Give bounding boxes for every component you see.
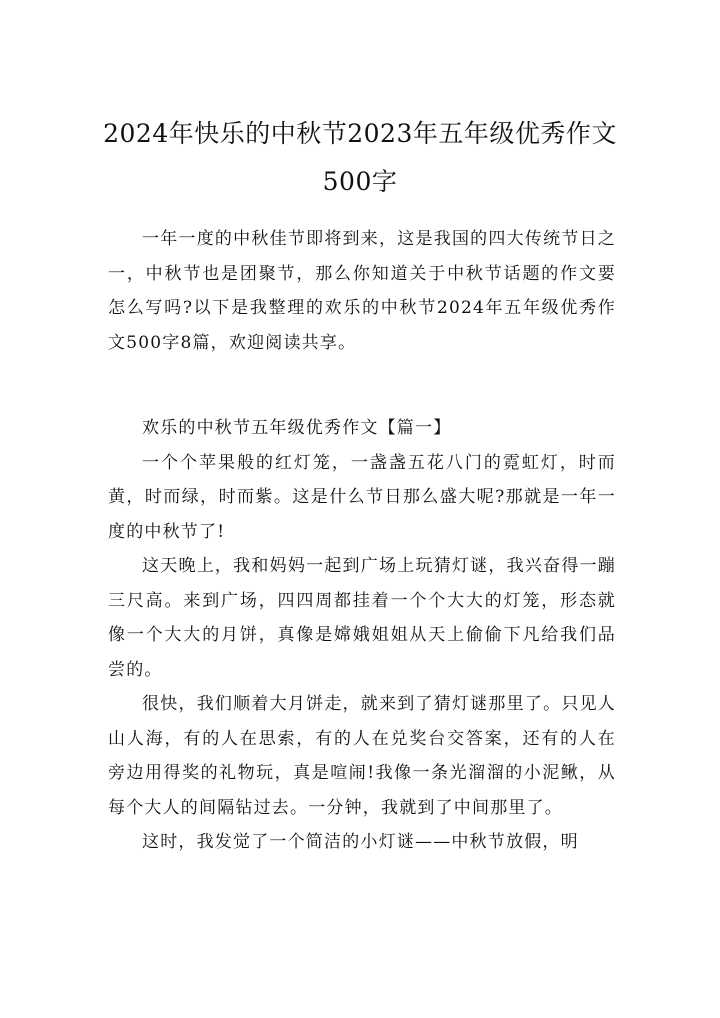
document-body xyxy=(108,222,616,860)
body-paragraph: 这天晚上，我和妈妈一起到广场上玩猜灯谜，我兴奋得一蹦三尺高。来到广场，四四周都挂着一个个大大的灯笼，形态就像一个大大的月饼，真像是嫦娥姐姐从天上偷偷下凡给我们品尝的。 xyxy=(108,556,616,680)
body-paragraph: 一个个苹果般的红灯笼，一盏盏五花八门的霓虹灯，时而黄，时而绿，时而紫。这是什么节日那么盛大呢?那就是一年一度的中秋节了! xyxy=(108,452,616,542)
document-title: 2024年快乐的中秋节2023年五年级优秀作文500字 xyxy=(103,119,617,196)
body-paragraph: 很快，我们顺着大月饼走，就来到了猜灯谜那里了。只见人山人海，有的人在思索，有的人在兑奖台交答案，还有的人在旁边用得奖的礼物玩，真是喧闹!我像一条光溜溜的小泥鳅，从每个大人的间隔钻过去。一分钟，我就到了中间那里了。 xyxy=(108,694,616,818)
intro-paragraph: 一年一度的中秋佳节即将到来，这是我国的四大传统节日之一，中秋节也是团聚节，那么你知道关于中秋节话题的作文要怎么写吗?以下是我整理的欢乐的中秋节2024年五年级优秀作文500字8篇，欢迎阅读共享。 xyxy=(108,229,616,353)
section-heading: 欢乐的中秋节五年级优秀作文【篇一】 xyxy=(142,418,452,438)
body-paragraph: 这时，我发觉了一个简洁的小灯谜——中秋节放假，明 xyxy=(142,832,579,852)
